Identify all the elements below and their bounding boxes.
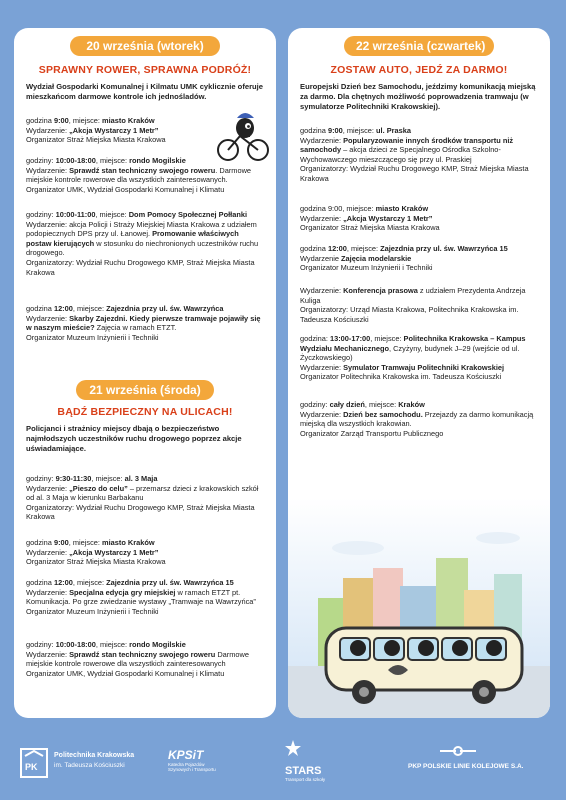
schedule-card-left	[14, 28, 276, 718]
day3-event-6: godziny: cały dzień, miejsce: Kraków Wydarzenie: Dzień bez samochodu. Przejazdy za darmo komunikacją miejską dla wszystkich krakowian. Organizator Zarząd Transportu Publicznego	[300, 400, 534, 438]
day2-date-pill: 21 września (środa)	[76, 380, 214, 400]
pk-title: Politechnika Krakowska	[54, 752, 135, 759]
footer-logos	[0, 722, 566, 800]
day1-event-4: godzina 12:00, miejsce: Zajezdnia przy ul. św. Wawrzyńca Wydarzenie: Skarby Zajezdni. Kiedy pierwsze tramwaje pojawiły się w naszym mieście? Zajęcia w ramach ETZT. Organizator Muzeum Inżynierii i Techniki	[26, 304, 261, 342]
day3-slogan: ZOSTAW AUTO, JEDŹ ZA DARMO!	[330, 64, 508, 76]
pkp-logo	[408, 744, 523, 770]
day1-slogan: SPRAWNY ROWER, SPRAWNA PODRÓŻ!	[38, 64, 252, 76]
pkp-title: PKP POLSKIE LINIE KOLEJOWE S.A.	[408, 763, 524, 770]
day2-event-2: godzina 9:00, miejsce: miasto Kraków Wydarzenie: „Akcja Wystarczy 1 Metr” Organizator Straż Miejska Miasta Krakowa	[26, 538, 166, 567]
pk-sub: im. Tadeusza Kościuszki	[54, 762, 125, 769]
day3-event-5: godzina: 13:00-17:00, miejsce: Politechnika Krakowska – Kampus Wydziału Mechanicznego, Czyżyny, budynek J–29 (wejście od ul. Życzkowskiego) Wydarzenie: Symulator Tramwaju Politechniki Krakowskiej Organizator Politechnika Krakowska im. Tadeusza Kościuszki	[300, 334, 526, 382]
kpsit-logo	[168, 748, 228, 772]
day3-event-3: godzina 12:00, miejsce: Zajezdnia przy ul. św. Wawrzyńca 15 Wydarzenie Zajęcia modelarskie Organizator Muzeum Inżynierii i Techniki	[300, 244, 508, 273]
pk-mark: PK	[25, 762, 38, 772]
day2-slogan: BĄDŹ BEZPIECZNY NA ULICACH!	[57, 406, 233, 418]
stars-logo	[285, 736, 325, 782]
stars-logo-icon	[285, 736, 325, 766]
day2-event-1: godziny: 9:30-11:30, miejsce: al. 3 Maja Wydarzenie: „Pieszo do celu” – przemarsz dzieci z krakowskich szkół od al. 3 Maja w kierunku Barbakanu Organizatorzy: Wydział Ruchu Drogowego KMP, Straż Miejska Miasta Krakowa	[26, 474, 259, 522]
day1-intro: Wydział Gospodarki Komunalnej i Kilmatu UMK cyklicznie oferuje mieszkańcom darmowe kontrole ich jednośladów.	[26, 82, 264, 101]
day3-event-1: godzina 9:00, miejsce: ul. Praska Wydarzenie: Popularyzowanie innych środków transportu niż samochody – akcja dzieci ze Specjalnego Ośrodka Szkolno-Wychowawczego mieszczącego się przy ul. Praskiej Organizatorzy: Wydział Ruchu Drogowego KMP, Straż Miejska Miasta Krakowa	[300, 126, 529, 183]
schedule-card-right	[288, 28, 550, 718]
day2-event-4: godziny: 10:00-18:00, miejsce: rondo Mogilskie Wydarzenie: Sprawdź stan techniczny swojego roweru Darmowe miejskie kontrole rowerowe dla wszystkich zainteresowanych Organizator UMK, Wydział Gospodarki Komunalnej i Klimatu	[26, 640, 249, 678]
day1-date-pill: 20 września (wtorek)	[70, 36, 220, 56]
day3-event-4: Wydarzenie: Konferencja prasowa z udziałem Prezydenta Andrzeja Kuliga Organizatorzy: Urząd Miasta Krakowa, Politechnika Krakowska im. Tadeusza Kościuszki	[300, 286, 526, 324]
day3-event-2: godzina 9:00, miejsce: miasto Kraków Wydarzenie: „Akcja Wystarczy 1 Metr” Organizator Straż Miejska Miasta Krakowa	[300, 204, 440, 233]
stars-sub: Transport dla szkoły	[285, 777, 326, 782]
city-bus-illustration	[288, 498, 550, 718]
day3-intro: Europejski Dzień bez Samochodu, jeździmy komunikacją miejską za darmo. Dla chętnych możliwość poprowadzenia tramwaju (w symulatorze Politechniki Krakowskiej).	[300, 82, 536, 111]
kpsit-sub: Katedra Pojazdów Szynowych i Transportu	[168, 762, 216, 772]
day1-event-1: godzina 9:00, miejsce: miasto Kraków Wydarzenie: „Akcja Wystarczy 1 Metr” Organizator Straż Miejska Miasta Krakowa	[26, 116, 166, 145]
day2-intro: Policjanci i strażnicy miejscy dbają o bezpieczeństwo najmłodszych uczestników ruchu drogowego poprzez akcje uświadamiające.	[26, 424, 242, 453]
day1-event-3: godziny: 10:00-11:00, miejsce: Dom Pomocy Społecznej Połłanki Wydarzenie: akcja Policji i Straży Miejskiej Miasta Krakowa z udziałem podopiecznych DPS przy ul. Łanowej. Promowanie właściwych postaw kierujących w stosunku do niechronionych uczestników ruchu drogowego. Organizatorzy: Wydział Ruchu Drogowego KMP, Straż Miejska Miasta Krakowa	[26, 210, 259, 277]
day3-date-pill: 22 września (czwartek)	[344, 36, 494, 56]
pkp-logo-icon	[438, 744, 478, 758]
day1-event-2: godziny: 10:00-18:00, miejsce: rondo Mogilskie Wydarzenie: Sprawdź stan techniczny swojego roweru. Darmowe miejskie kontrole rowerowe dla wszystkich zainteresowanych. Organizator UMK, Wydział Gospodarki Komunalnej i Klimatu	[26, 156, 252, 194]
kpsit-title: KPSiT	[168, 748, 204, 762]
day2-event-3: godzina 12:00, miejsce: Zajezdnia przy ul. św. Wawrzyńca 15 Wydarzenie: Specjalna edycja gry miejskiej w ramach ETZT pt. Komunikacja. Po grze zwiedzanie wystawy „Tramwaje na Wawrzyńca” Organizator Muzeum Inżynierii i Techniki	[26, 578, 256, 616]
stars-title: STARS	[285, 765, 322, 777]
